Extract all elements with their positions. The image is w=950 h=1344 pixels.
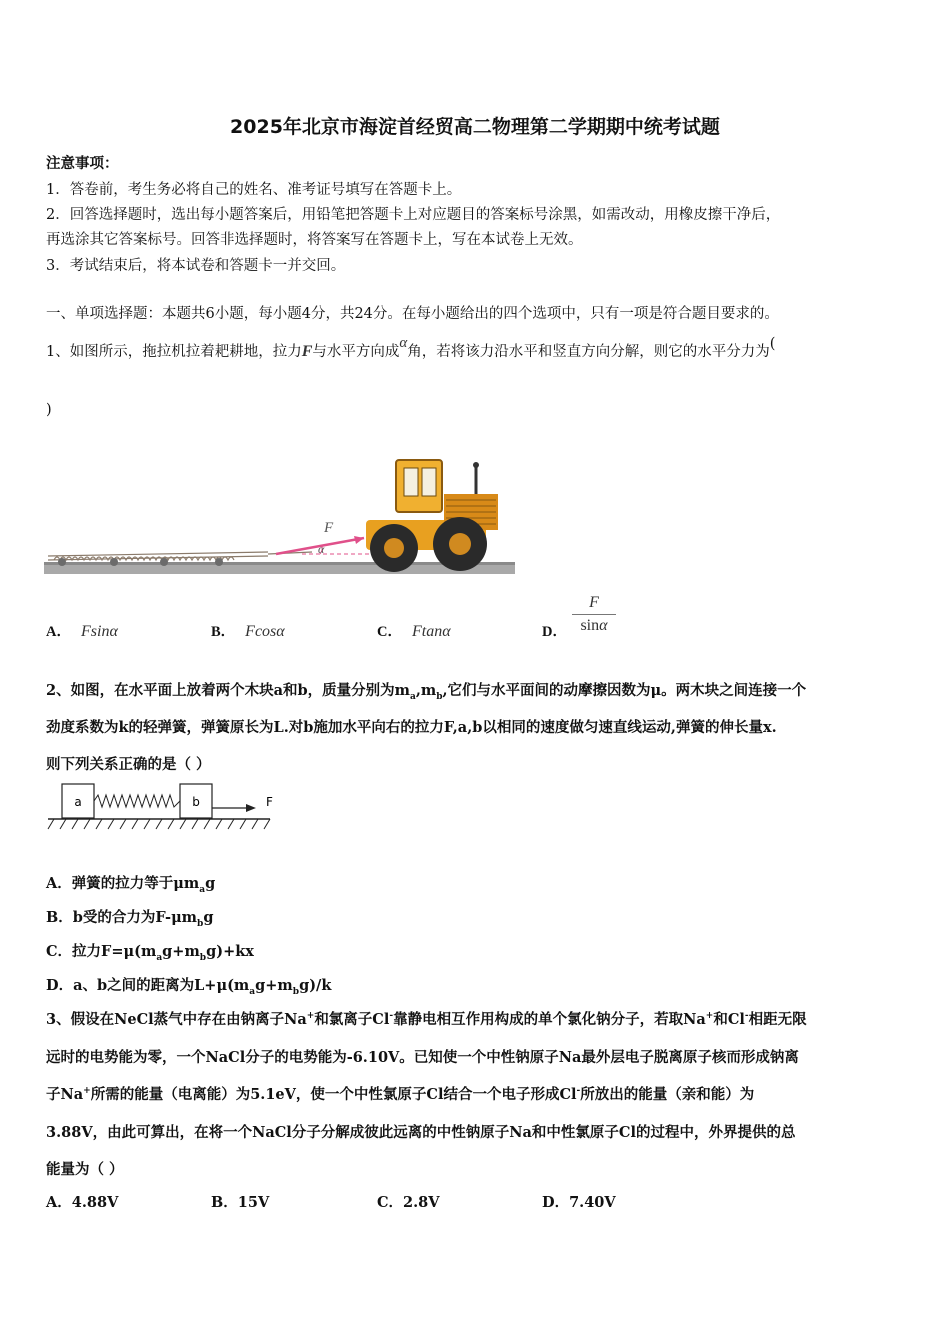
question-3-line-2: 远时的电势能为零，一个NaCl分子的电势能为-6.10V。已知使一个中性钠原子Na最外层电子脱离原子核而形成钠离	[46, 1049, 799, 1066]
notice-item: 再选涂其它答案标号。回答非选择题时，将答案写在答题卡上，写在本试卷上无效。	[46, 232, 583, 248]
notice-item: 3．考试结束后，将本试卷和答题卡一并交回。	[46, 258, 346, 274]
force-label: F	[266, 795, 273, 809]
force-label: F	[324, 520, 334, 536]
q3-option-b[interactable]: B．15V	[211, 1194, 270, 1211]
q3-option-d[interactable]: D．7.40V	[542, 1194, 616, 1211]
angle-label: α	[318, 542, 325, 556]
q2-option-c[interactable]: C．拉力$F=\mu(m_ag+m_bg)+kx$	[46, 943, 254, 963]
q1-option-b[interactable]: B． Fcosα	[211, 623, 285, 640]
q1-option-d[interactable]: D．	[542, 624, 567, 640]
question-3-line-4: 3.88V，由此可算出，在将一个NaCl分子分解成彼此远离的中性钠原子Na和中性氯原子Cl的过程中，外界提供的总	[46, 1124, 796, 1141]
question-2-line-1: 2、如图，在水平面上放着两个木块a和b，质量分别为$m_a,m_b$,它们与水平面间的动摩擦因数为μ。两木块之间连接一个	[46, 682, 807, 702]
question-1-close-paren: )	[46, 402, 52, 418]
tractor-figure	[44, 452, 516, 578]
q1-option-a[interactable]: A． Fsinα	[46, 623, 118, 640]
block-a-label: a	[74, 795, 82, 809]
q1-option-c[interactable]: C． Ftanα	[377, 623, 451, 640]
q1-option-d-fraction: $\frac{F}{\sin\alpha}$	[572, 594, 616, 635]
spring	[94, 795, 180, 807]
block-b-label: b	[192, 795, 200, 809]
harrow	[48, 552, 312, 560]
notice-item: 1．答卷前，考生务必将自己的姓名、准考证号填写在答题卡上。	[46, 182, 462, 198]
q2-option-d[interactable]: D．a、b之间的距离为$L+\mu(m_ag+m_bg)/k$	[46, 977, 332, 997]
question-3-line-3: 子Na+所需的能量（电离能）为5.1eV，使一个中性氯原子Cl结合一个电子形成Cl-所放出的能量（亲和能）为	[46, 1086, 755, 1103]
q2-option-a[interactable]: A．弹簧的拉力等于$\mu m_ag$	[46, 875, 216, 895]
q2-option-b[interactable]: B．b受的合力为$F-\mu m_bg$	[46, 909, 214, 929]
question-2-line-2: 劲度系数为k的轻弹簧，弹簧原长为L.对b施加水平向右的拉力F,a,b以相同的速度做匀速直线运动,弹簧的伸长量x.	[46, 719, 777, 736]
question-3-line-5: 能量为（ ）	[46, 1161, 124, 1178]
page-title: 2025年北京市海淀首经贸高二物理第二学期期中统考试题	[230, 116, 720, 138]
tractor	[366, 460, 498, 572]
q3-option-c[interactable]: C．2.8V	[377, 1194, 440, 1211]
q3-option-a[interactable]: A．4.88V	[46, 1194, 119, 1211]
question-1-stem: 1、如图所示，拖拉机拉着耙耕地，拉力F与水平方向成α角，若将该力沿水平和竖直方向分解，则它的水平分力为(	[46, 335, 776, 360]
section-heading: 一、单项选择题：本题共6小题，每小题4分，共24分。在每小题给出的四个选项中，只有一项是符合题目要求的。	[46, 306, 779, 322]
notice-header: 注意事项：	[46, 155, 119, 172]
question-3-line-1: 3、假设在NeCl蒸气中存在由钠离子Na+和氯离子Cl-靠静电相互作用构成的单个氯化钠分子，若取Na+和Cl-相距无限	[46, 1011, 807, 1028]
spring-figure	[44, 780, 276, 836]
notice-item: 2．回答选择题时，选出每小题答案后，用铅笔把答题卡上对应题目的答案标号涂黑，如需改动，用橡皮擦干净后，	[46, 207, 781, 223]
question-2-line-3: 则下列关系正确的是（ ）	[46, 756, 211, 773]
